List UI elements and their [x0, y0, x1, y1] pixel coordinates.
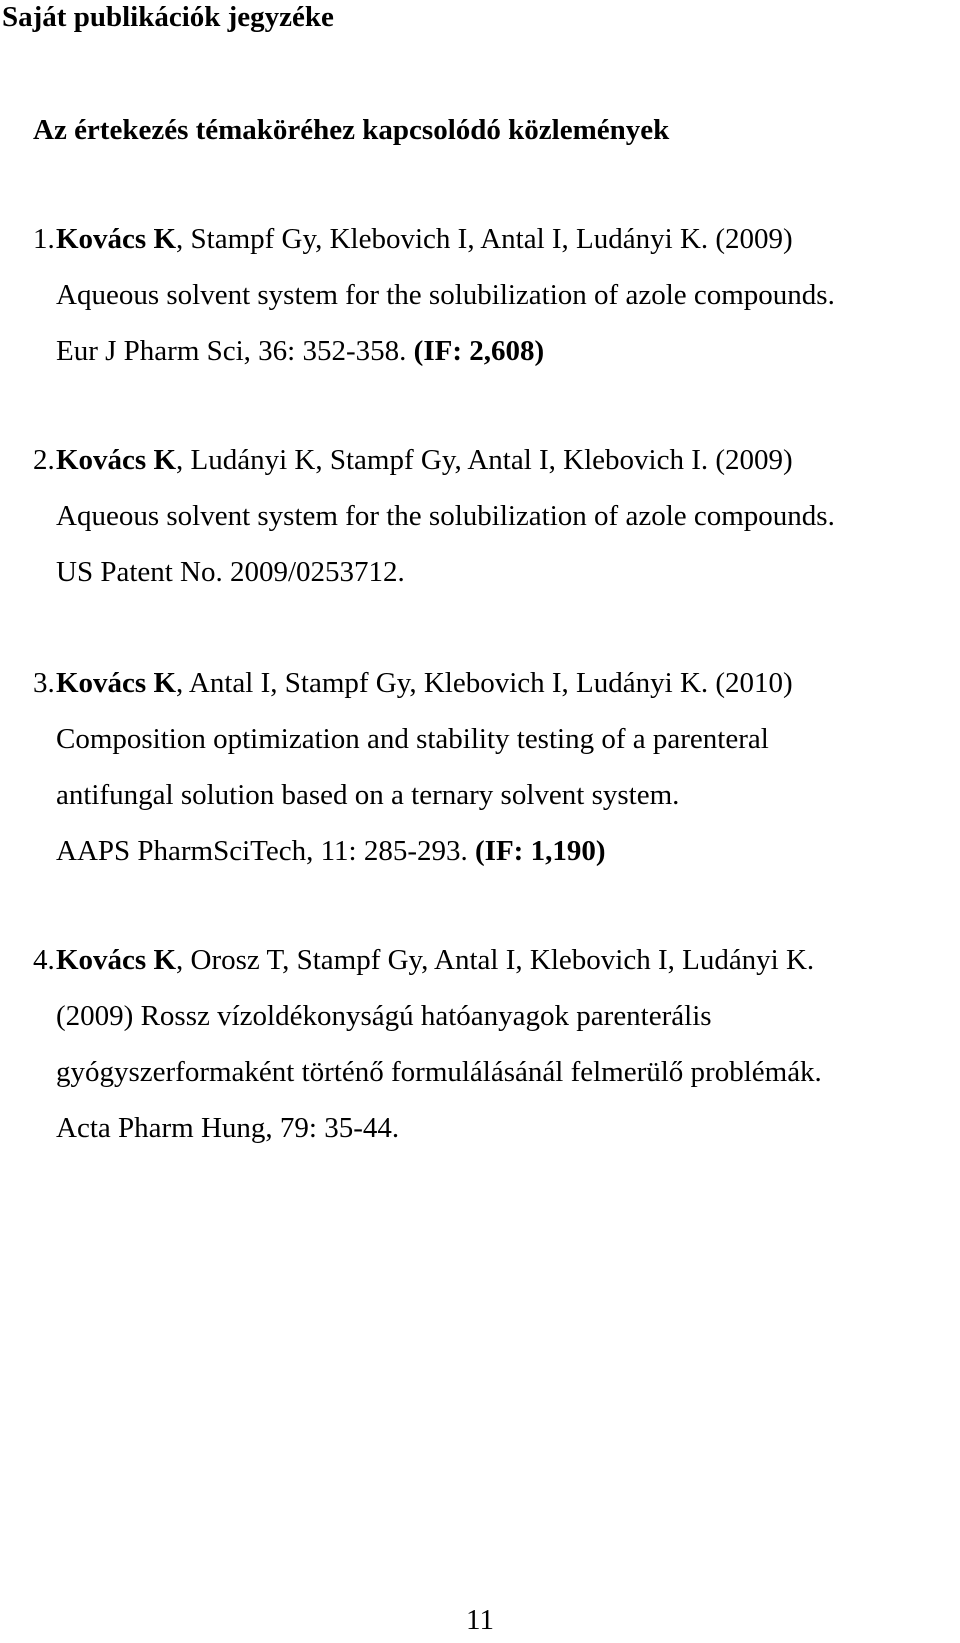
- co-authors: , Ludányi K, Stampf Gy, Antal I, Klebovich I. (2009): [176, 444, 793, 476]
- page-number: 11: [466, 1604, 494, 1636]
- impact-factor: (IF: 2,608): [413, 335, 545, 367]
- publication-authors: [56, 931, 814, 989]
- publication-journal: Acta Pharm Hung, 79: 35-44.: [56, 1112, 400, 1144]
- publication-number: 2.: [33, 444, 55, 476]
- publication-title: Composition optimization and stability testing of a parenteral: [56, 723, 769, 755]
- co-authors: , Antal I, Stampf Gy, Klebovich I, Ludányi K. (2010): [176, 667, 793, 699]
- publication-journal: [56, 322, 544, 380]
- publication-authors: [56, 431, 793, 489]
- publication-title-continued: antifungal solution based on a ternary solvent system.: [56, 779, 680, 811]
- co-authors: , Orosz T, Stampf Gy, Antal I, Klebovich I, Ludányi K.: [176, 944, 815, 976]
- publication-title: (2009) Rossz vízoldékonyságú hatóanyagok parenterális: [56, 1000, 712, 1032]
- first-author: Kovács K: [56, 444, 177, 476]
- publication-journal: US Patent No. 2009/0253712.: [56, 556, 405, 588]
- publication-authors: [56, 654, 793, 712]
- publication-journal: [56, 822, 605, 880]
- first-author: Kovács K: [56, 223, 177, 255]
- first-author: Kovács K: [56, 667, 177, 699]
- journal-citation: AAPS PharmSciTech, 11: 285-293.: [56, 835, 475, 867]
- publication-authors: [56, 210, 793, 268]
- publication-number: 1.: [33, 223, 55, 255]
- section-heading: Az értekezés témaköréhez kapcsolódó közlemények: [33, 114, 670, 146]
- publication-title: Aqueous solvent system for the solubilization of azole compounds.: [56, 279, 835, 311]
- page-title: Saját publikációk jegyzéke: [2, 1, 334, 33]
- publication-number: 4.: [33, 944, 55, 976]
- publication-title: Aqueous solvent system for the solubilization of azole compounds.: [56, 500, 835, 532]
- publication-title-continued: gyógyszerformaként történő formulálásánál felmerülő problémák.: [56, 1056, 822, 1088]
- journal-citation: Eur J Pharm Sci, 36: 352-358.: [56, 335, 414, 367]
- impact-factor: (IF: 1,190): [475, 835, 606, 867]
- co-authors: , Stampf Gy, Klebovich I, Antal I, Ludányi K. (2009): [176, 223, 793, 255]
- first-author: Kovács K: [56, 944, 177, 976]
- publication-number: 3.: [33, 667, 55, 699]
